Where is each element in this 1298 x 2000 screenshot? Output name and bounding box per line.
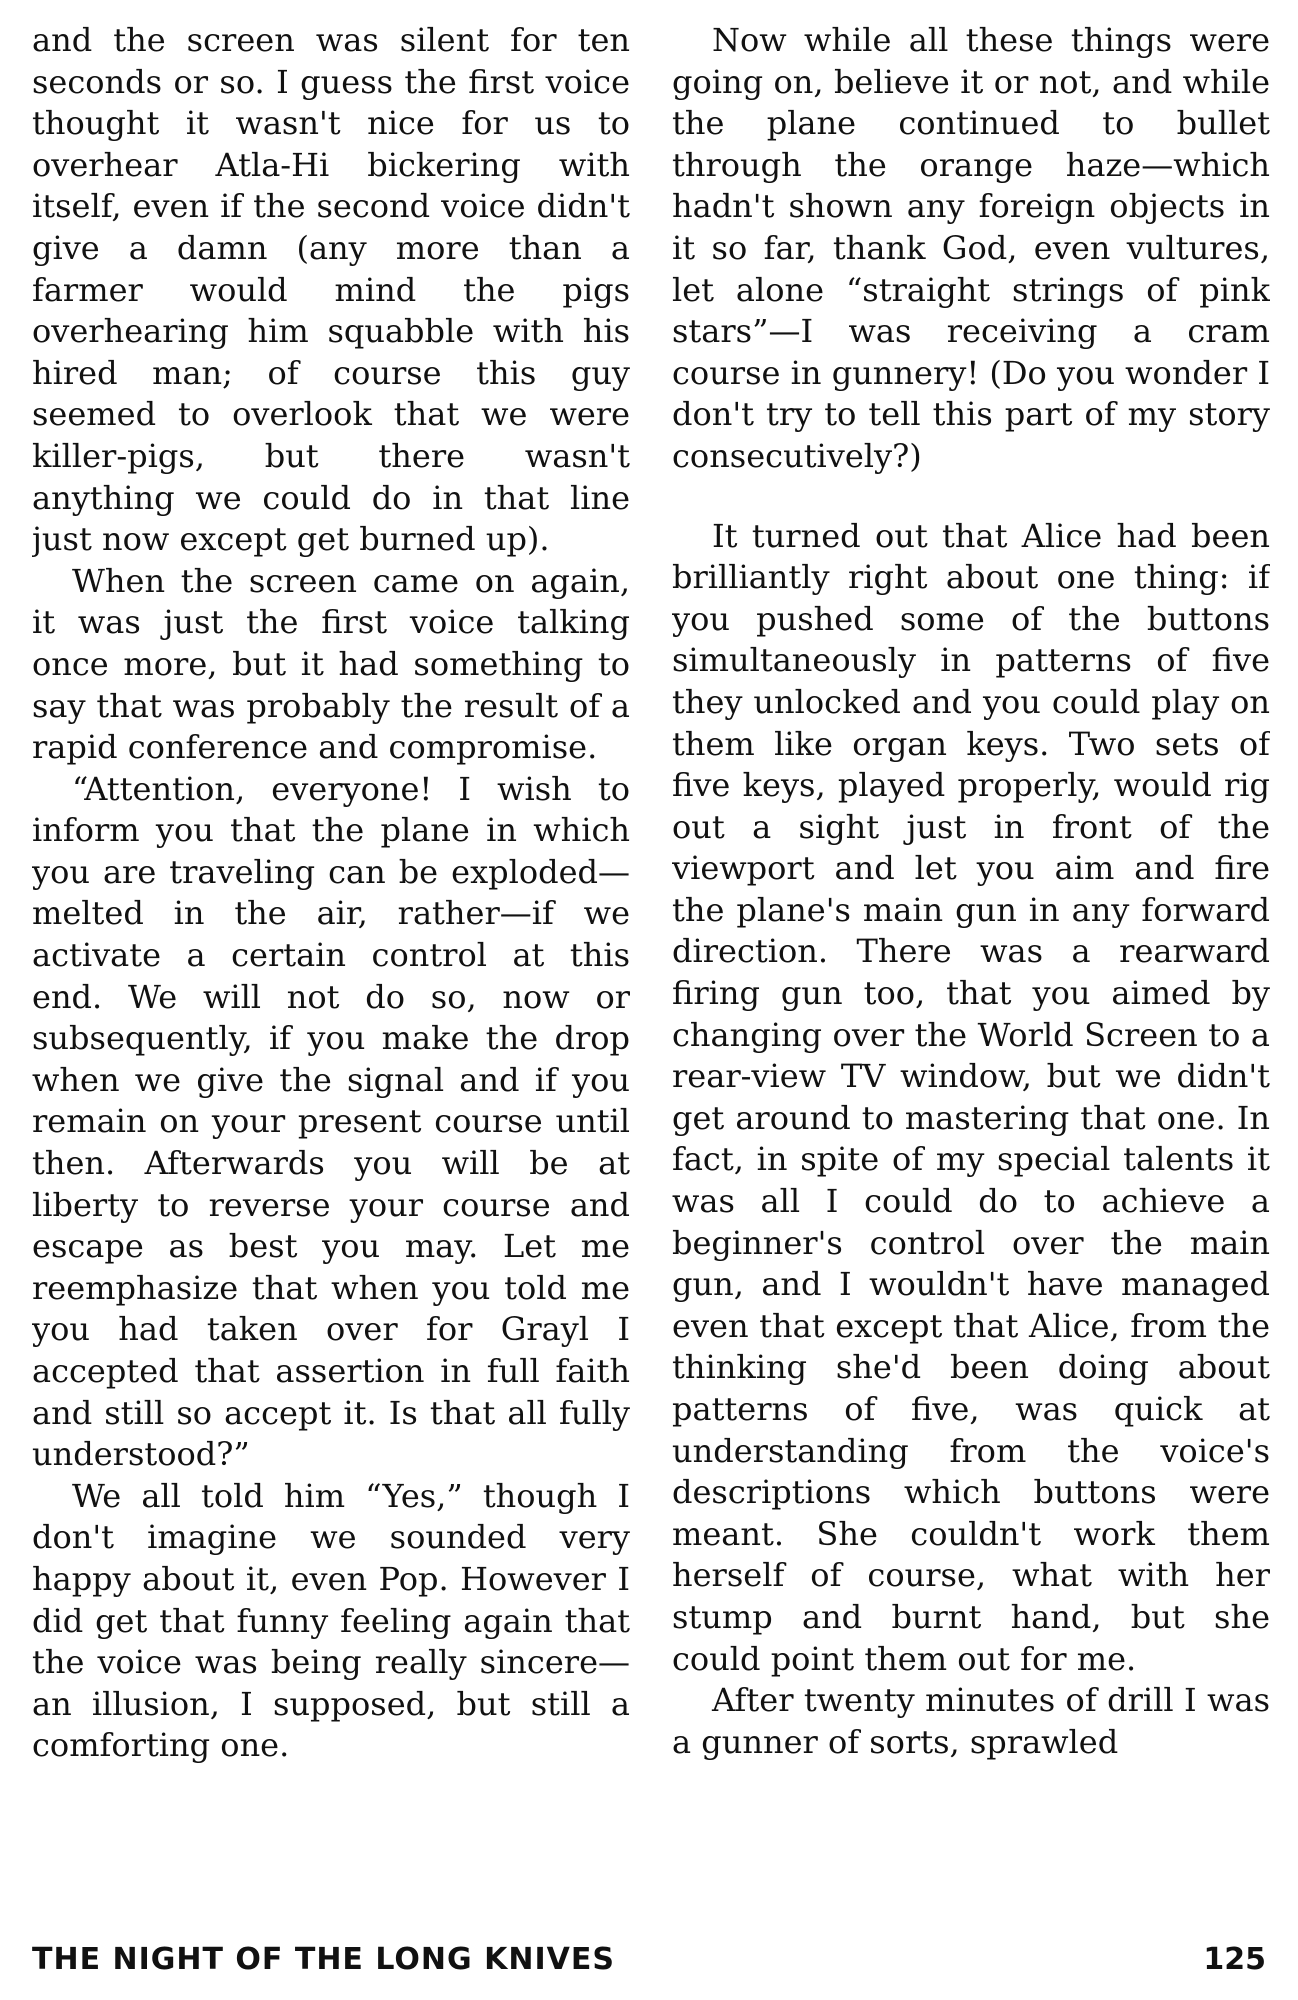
right-text-column (672, 20, 1270, 1910)
running-title: THE NIGHT OF THE LONG KNIVES (32, 1942, 615, 1977)
left-text-column (32, 20, 630, 1910)
paragraph: After twenty minutes of drill I was a gunner of sorts, sprawled (672, 1681, 1270, 1761)
paragraph: and the screen was silent for ten seconds or so. I guess the first voice thought it wasn't nice for us to overhear Atla-Hi bickering with itself, even if the second voice didn't give a damn (any more than a farmer would mind the pigs overhearing him squabble with his hired man; of course this guy seemed to overlook that we were killer-pigs, but there wasn't anything we could do in that line just now except get burned up). (32, 21, 630, 559)
paragraph: When the screen came on again, it was just the first voice talking once more, but it had something to say that was probably the result of a rapid conference and compromise. (32, 561, 630, 767)
paragraph: We all told him “Yes,” though I don't imagine we sounded very happy about it, even Pop. However I did get that funny feeling again that the voice was being really sincere—an illusion, I supposed, but still a comforting one. (32, 1476, 630, 1765)
page-footer (32, 1942, 1266, 1986)
page-number: 125 (1203, 1942, 1266, 1977)
paragraph: “Attention, everyone! I wish to inform you that the plane in which you are traveling can be exploded—melted in the air, rather—if we activate a certain control at this end. We will not do so, now or subsequently, if you make the drop when we give the signal and if you remain on your present course until then. Afterwards you will be at liberty to reverse your course and escape as best you may. Let me reemphasize that when you told me you had taken over for Grayl I accepted that assertion in full faith and still so accept it. Is that all fully understood?” (32, 769, 630, 1474)
paragraph: It turned out that Alice had been brilliantly right about one thing: if you pushed some of the buttons simultaneously in patterns of five they unlocked and you could play on them like organ keys. Two sets of five keys, played properly, would rig out a sight just in front of the viewport and let you aim and fire the plane's main gun in any forward direction. There was a rearward firing gun too, that you aimed by changing over the World Screen to a rear-view TV window, but we didn't get around to mastering that one. In fact, in spite of my special talents it was all I could do to achieve a beginner's control over the main gun, and I wouldn't have managed even that except that Alice, from the thinking she'd been doing about patterns of five, was quick at understanding from the voice's descriptions which buttons were meant. She couldn't work them herself of course, what with her stump and burnt hand, but she could point them out for me. (672, 516, 1270, 1678)
paragraph: Now while all these things were going on, believe it or not, and while the plane continued to bullet through the orange haze—which hadn't shown any foreign objects in it so far, thank God, even vultures, let alone “straight strings of pink stars”—I was receiving a cram course in gunnery! (Do you wonder I don't try to tell this part of my story consecutively?) (672, 21, 1270, 475)
